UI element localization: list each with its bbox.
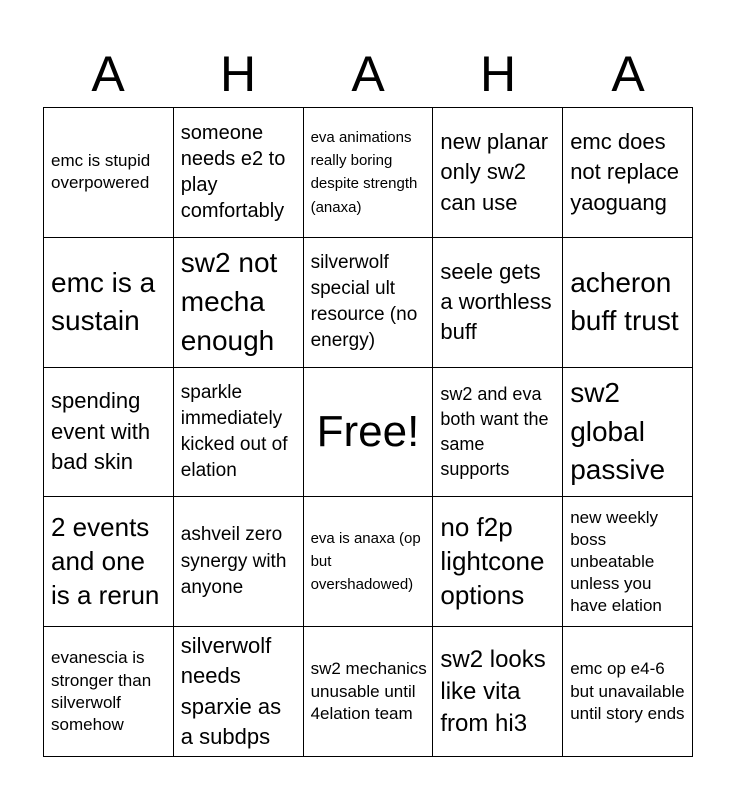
bingo-cell-text: sw2 mechanics unusable until 4elation team — [310, 659, 427, 723]
bingo-cell-text: silverwolf special ult resource (no energy) — [310, 251, 418, 352]
bingo-cell-text: eva is anaxa (op but overshadowed) — [310, 529, 421, 594]
bingo-cell-r1-c3[interactable] — [304, 108, 434, 238]
bingo-cell-text: no f2p lightcone options — [440, 512, 545, 610]
bingo-cell-text: sw2 looks like vita from hi3 — [440, 645, 546, 737]
bingo-cell-r4-c1[interactable] — [44, 497, 174, 627]
bingo-cell-text: someone needs e2 to play comfortably — [180, 122, 286, 223]
bingo-cell-text: eva animations really boring despite strength (anaxa) — [310, 128, 418, 216]
bingo-header — [43, 40, 693, 108]
bingo-cell-text: ashveil zero synergy with anyone — [180, 524, 287, 598]
bingo-cell-r5-c4[interactable] — [433, 627, 563, 757]
bingo-cell-r4-c5[interactable] — [563, 497, 693, 627]
header-letter-4: H — [479, 46, 517, 102]
bingo-cell-text: sw2 not mecha enough — [180, 247, 278, 356]
bingo-cell-r5-c3[interactable] — [304, 627, 434, 757]
bingo-cell-r2-c1[interactable] — [44, 238, 174, 368]
bingo-cell-r4-c4[interactable] — [433, 497, 563, 627]
bingo-cell-text: emc is stupid overpowered — [51, 151, 151, 193]
bingo-cell-r2-c4[interactable] — [433, 238, 563, 368]
bingo-cell-r4-c2[interactable] — [174, 497, 304, 627]
bingo-cell-r3-c5[interactable] — [563, 368, 693, 498]
bingo-cell-r2-c5[interactable] — [563, 238, 693, 368]
bingo-cell-r5-c5[interactable] — [563, 627, 693, 757]
bingo-cell-r3-c2[interactable] — [174, 368, 304, 498]
bingo-cell-r1-c1[interactable] — [44, 108, 174, 238]
bingo-cell-text: sparkle immediately kicked out of elation — [180, 381, 288, 482]
bingo-cell-r1-c4[interactable] — [433, 108, 563, 238]
bingo-cell-text: 2 events and one is a rerun — [51, 512, 160, 610]
header-letter-1: A — [91, 46, 125, 102]
bingo-cell-text: evanescia is stronger than silverwolf somehow — [51, 648, 152, 734]
bingo-cell-r1-c5[interactable] — [563, 108, 693, 238]
header-letter-5: A — [611, 46, 645, 102]
header-letter-3: A — [351, 46, 385, 102]
free-space-text: Free! — [316, 406, 420, 456]
bingo-cell-text: emc is a sustain — [51, 266, 156, 337]
bingo-cell-text: sw2 global passive — [570, 377, 666, 486]
bingo-cell-r3-c4[interactable] — [433, 368, 563, 498]
bingo-cell-text: silverwolf needs sparxie as a subdps — [180, 632, 282, 749]
bingo-cell-r1-c2[interactable] — [174, 108, 304, 238]
bingo-cell-text: new weekly boss unbeatable unless you have elation — [570, 507, 662, 615]
bingo-cell-r3-c1[interactable] — [44, 368, 174, 498]
bingo-cell-text: seele gets a worthless buff — [440, 258, 552, 345]
bingo-cell-r4-c3[interactable] — [304, 497, 434, 627]
bingo-board — [43, 107, 693, 757]
bingo-cell-r5-c2[interactable] — [174, 627, 304, 757]
bingo-cell-r2-c3[interactable] — [304, 238, 434, 368]
header-letter-2: H — [219, 46, 257, 102]
bingo-cell-text: new planar only sw2 can use — [440, 128, 549, 215]
bingo-cell-text: emc op e4-6 but unavailable until story ends — [570, 659, 685, 723]
bingo-cell-text: acheron buff trust — [570, 266, 679, 337]
bingo-cell-r2-c2[interactable] — [174, 238, 304, 368]
bingo-cell-r5-c1[interactable] — [44, 627, 174, 757]
bingo-cell-text: emc does not replace yaoguang — [570, 128, 680, 215]
free-space-cell[interactable] — [304, 368, 434, 498]
bingo-cell-text: sw2 and eva both want the same supports — [440, 383, 549, 480]
bingo-cell-text: spending event with bad skin — [51, 388, 151, 475]
